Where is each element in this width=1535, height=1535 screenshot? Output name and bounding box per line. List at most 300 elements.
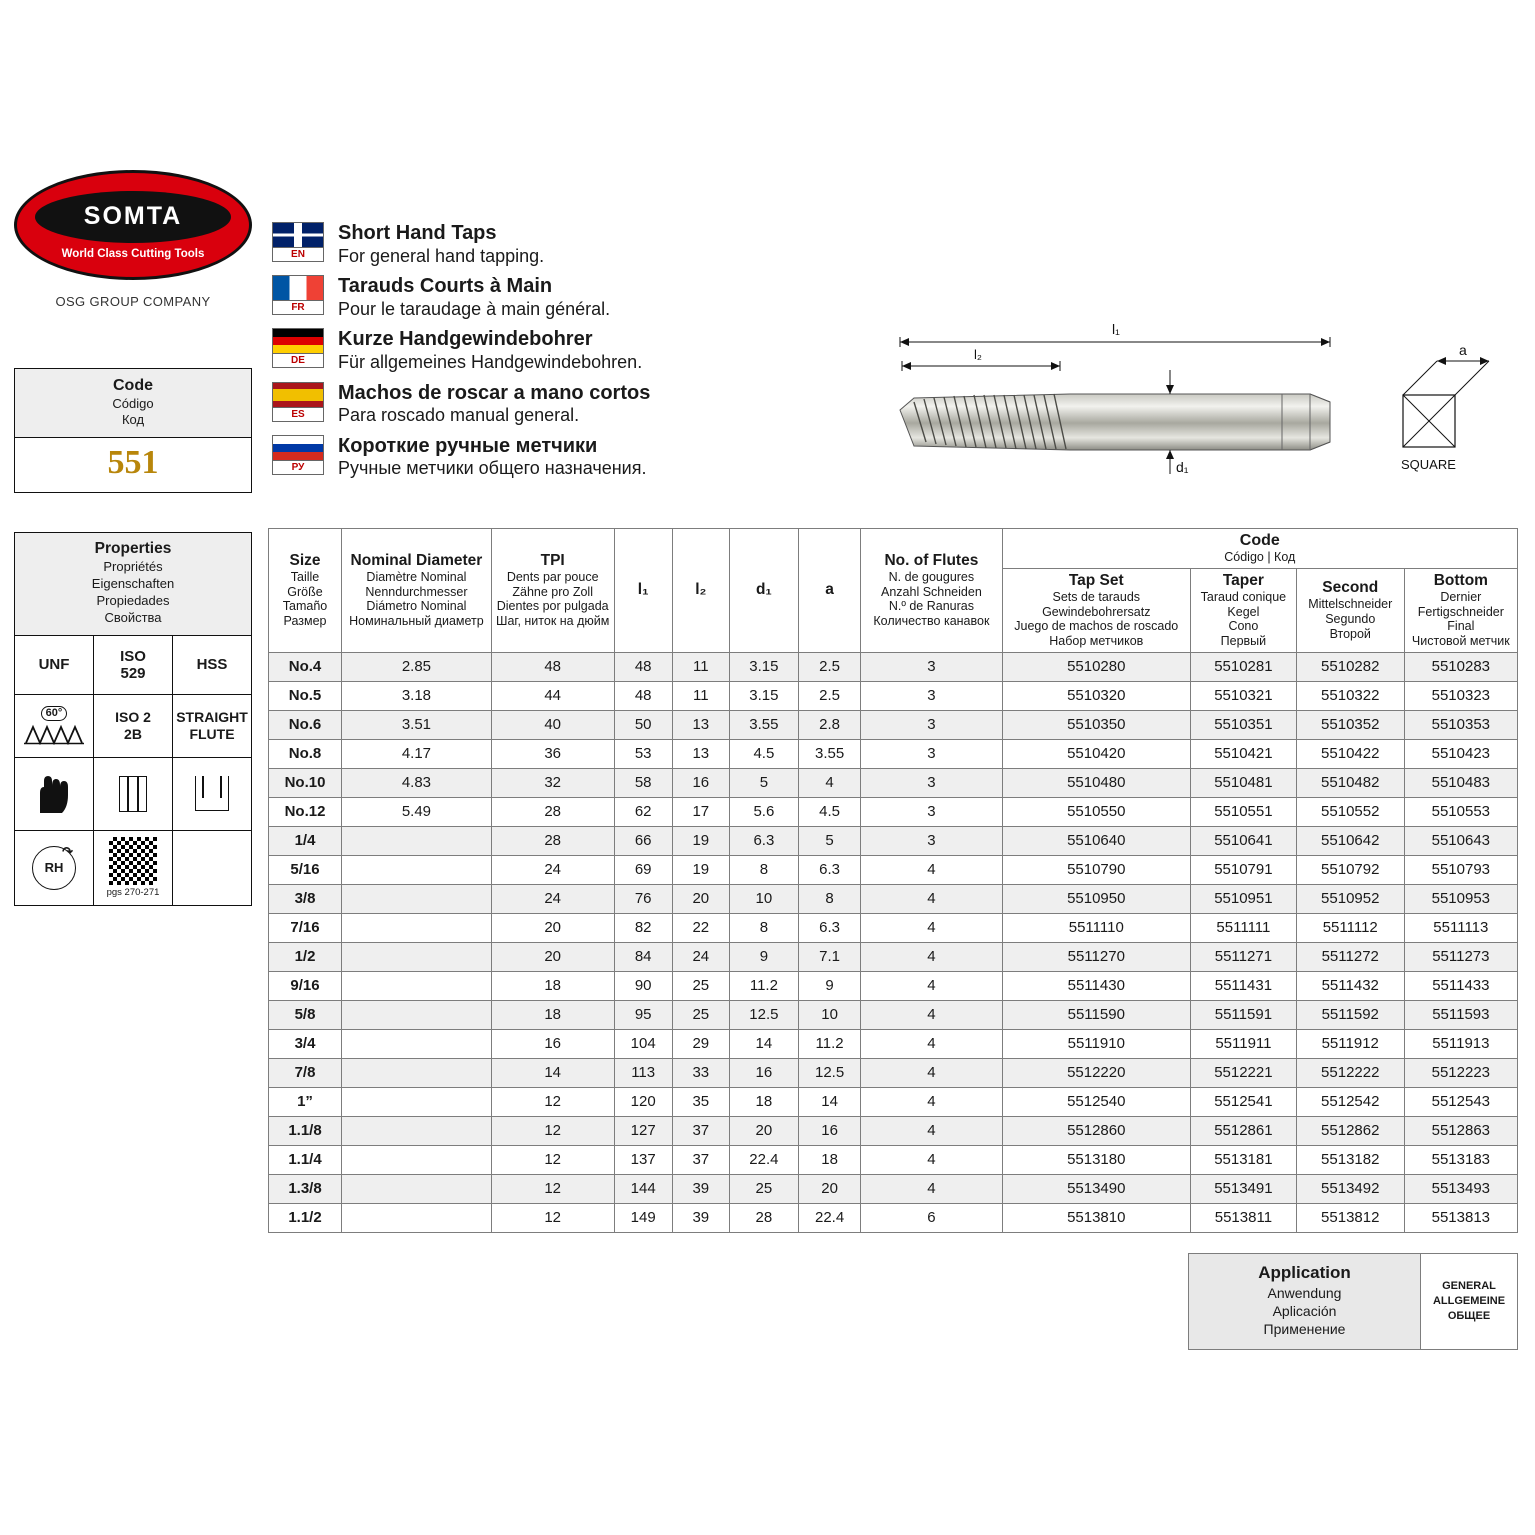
table-cell: 5 xyxy=(798,826,860,855)
table-cell: 16 xyxy=(729,1058,798,1087)
table-cell: 5511593 xyxy=(1404,1000,1517,1029)
title-body-de: Für allgemeines Handgewindebohren. xyxy=(338,351,643,372)
table-cell: 50 xyxy=(614,710,672,739)
property-tolerance xyxy=(94,695,173,757)
cell-size: 1/2 xyxy=(269,942,342,971)
table-cell: 10 xyxy=(729,884,798,913)
code-label-es: Código xyxy=(112,396,154,411)
dim-l1-label: l₁ xyxy=(1112,321,1120,337)
table-cell: 104 xyxy=(614,1029,672,1058)
table-cell xyxy=(342,971,492,1000)
table-cell: 5511431 xyxy=(1190,971,1296,1000)
table-cell: 5510642 xyxy=(1296,826,1404,855)
title-row-en xyxy=(272,222,912,267)
table-cell: 11.2 xyxy=(798,1029,860,1058)
th-l2: l₂ xyxy=(672,529,729,653)
table-cell: 5511111 xyxy=(1190,913,1296,942)
table-cell: 5511913 xyxy=(1404,1029,1517,1058)
table-cell: 11 xyxy=(672,681,729,710)
table-cell: 13 xyxy=(672,739,729,768)
table-row xyxy=(269,1174,1518,1203)
th-bottom-sub: Dernier Fertigschneider Final Чистовой метчик xyxy=(1411,589,1510,648)
table-cell: 36 xyxy=(491,739,614,768)
table-cell: 3 xyxy=(861,710,1002,739)
th-code-group-main: Code xyxy=(1239,532,1280,549)
th-bottom-main: Bottom xyxy=(1433,571,1488,589)
properties-row-standards xyxy=(15,636,251,695)
table-cell: 5511273 xyxy=(1404,942,1517,971)
thread-profile-icon xyxy=(24,723,84,745)
table-cell: 4 xyxy=(861,1029,1002,1058)
table-cell: 5511912 xyxy=(1296,1029,1404,1058)
table-cell: 5510951 xyxy=(1190,884,1296,913)
table-cell: 82 xyxy=(614,913,672,942)
table-cell: 4 xyxy=(861,1145,1002,1174)
table-cell: 144 xyxy=(614,1174,672,1203)
title-text-de xyxy=(338,328,642,373)
table-cell: 25 xyxy=(672,1000,729,1029)
flag-ru-wrap xyxy=(272,435,324,475)
table-cell xyxy=(342,942,492,971)
table-head xyxy=(269,529,1518,653)
table-cell: 69 xyxy=(614,855,672,884)
table-cell: 24 xyxy=(491,855,614,884)
table-row xyxy=(269,913,1518,942)
table-cell: 3.18 xyxy=(342,681,492,710)
table-cell xyxy=(342,1000,492,1029)
dim-a-label: a xyxy=(1459,342,1467,358)
table-cell: 19 xyxy=(672,826,729,855)
property-hss: HSS xyxy=(196,656,228,674)
flag-es-label: ES xyxy=(272,408,324,422)
logo-name: SOMTA xyxy=(83,202,183,230)
th-tpi xyxy=(491,529,614,653)
table-cell: 18 xyxy=(491,971,614,1000)
table-cell: 5513181 xyxy=(1190,1145,1296,1174)
title-heading-es: Machos de roscar a mano cortos xyxy=(338,381,651,404)
table-cell: 13 xyxy=(672,710,729,739)
table-cell: 8 xyxy=(729,855,798,884)
thread-angle-label: 60° xyxy=(41,706,68,721)
properties-title-ru: Свойства xyxy=(104,609,162,625)
table-cell: 5511113 xyxy=(1404,913,1517,942)
flag-es-wrap xyxy=(272,382,324,422)
table-cell: 5511590 xyxy=(1002,1000,1190,1029)
square-label: SQUARE xyxy=(1401,457,1456,472)
logo-tagline: World Class Cutting Tools xyxy=(61,247,205,260)
title-heading-ru: Короткие ручные метчики xyxy=(338,434,598,457)
th-code-group xyxy=(1002,529,1517,569)
cell-size: 1.1/2 xyxy=(269,1203,342,1232)
table-cell xyxy=(342,1029,492,1058)
table-cell: 39 xyxy=(672,1174,729,1203)
table-cell: 5513492 xyxy=(1296,1174,1404,1203)
table-cell: 5510283 xyxy=(1404,652,1517,681)
title-heading-de: Kurze Handgewindebohrer xyxy=(338,328,593,351)
table-cell: 5510551 xyxy=(1190,797,1296,826)
table-cell xyxy=(342,913,492,942)
table-cell: 5513812 xyxy=(1296,1203,1404,1232)
table-cell: 12 xyxy=(491,1174,614,1203)
th-nominal-sub: Diamètre Nominal Nenndurchmesser Diámetro Nominal Номинальный диаметр xyxy=(349,569,484,629)
table-cell: 12 xyxy=(491,1203,614,1232)
th-flutes-sub: N. de gougures Anzahl Schneiden N.º de Ranuras Количество канавок xyxy=(873,569,990,629)
properties-box xyxy=(14,532,252,906)
table-cell: 137 xyxy=(614,1145,672,1174)
table-cell: 5513811 xyxy=(1190,1203,1296,1232)
table-cell: 4 xyxy=(798,768,860,797)
table-cell: 12.5 xyxy=(729,1000,798,1029)
table-cell: 6.3 xyxy=(798,913,860,942)
table-row xyxy=(269,739,1518,768)
property-unf: UNF xyxy=(15,636,94,694)
table-cell: 3.55 xyxy=(729,710,798,739)
table-cell: 53 xyxy=(614,739,672,768)
application-box xyxy=(1188,1253,1518,1350)
table-cell: 5511432 xyxy=(1296,971,1404,1000)
table-cell: 4 xyxy=(861,1174,1002,1203)
table-cell: 4 xyxy=(861,942,1002,971)
blind-hole-icon xyxy=(173,758,251,830)
table-cell: 5510423 xyxy=(1404,739,1517,768)
table-cell: 5510322 xyxy=(1296,681,1404,710)
application-title-ru: Применение xyxy=(1263,1321,1346,1338)
table-cell: 58 xyxy=(614,768,672,797)
table-cell: 5510550 xyxy=(1002,797,1190,826)
table-cell: 5510481 xyxy=(1190,768,1296,797)
title-text-fr xyxy=(338,275,610,320)
title-text-en xyxy=(338,222,544,267)
application-value-ru: ОБЩЕЕ xyxy=(1447,1309,1491,1322)
table-cell: 9 xyxy=(729,942,798,971)
table-cell: 22.4 xyxy=(729,1145,798,1174)
table-cell: 4.83 xyxy=(342,768,492,797)
cell-size: No.10 xyxy=(269,768,342,797)
table-head-row-1 xyxy=(269,529,1518,569)
table-row xyxy=(269,1029,1518,1058)
table-cell: 18 xyxy=(798,1145,860,1174)
table-row xyxy=(269,681,1518,710)
cell-size: No.6 xyxy=(269,710,342,739)
properties-title-en: Properties xyxy=(94,540,172,557)
title-body-en: For general hand tapping. xyxy=(338,245,545,266)
table-cell: 5510281 xyxy=(1190,652,1296,681)
table-cell: 66 xyxy=(614,826,672,855)
table-cell: 5510421 xyxy=(1190,739,1296,768)
flag-es-icon xyxy=(272,382,324,408)
through-hole-glyph xyxy=(119,776,147,812)
table-cell: 5510482 xyxy=(1296,768,1404,797)
table-cell: 5511112 xyxy=(1296,913,1404,942)
table-cell: 5510793 xyxy=(1404,855,1517,884)
table-cell: 24 xyxy=(491,884,614,913)
table-cell: 5513813 xyxy=(1404,1203,1517,1232)
flag-ru-label: РУ xyxy=(272,461,324,475)
th-taper xyxy=(1190,568,1296,652)
table-row xyxy=(269,942,1518,971)
table-cell: 5510552 xyxy=(1296,797,1404,826)
application-value xyxy=(1421,1254,1517,1349)
th-size-main: Size xyxy=(289,551,321,569)
table-cell: 90 xyxy=(614,971,672,1000)
application-title-en: Application xyxy=(1258,1263,1351,1282)
table-cell: 6 xyxy=(861,1203,1002,1232)
title-heading-en: Short Hand Taps xyxy=(338,222,497,244)
table-cell: 48 xyxy=(614,681,672,710)
table-cell: 5510353 xyxy=(1404,710,1517,739)
title-body-fr: Pour le taraudage à main général. xyxy=(338,298,611,319)
product-titles xyxy=(272,222,912,488)
table-row xyxy=(269,1145,1518,1174)
table-cell: 5512862 xyxy=(1296,1116,1404,1145)
th-a: a xyxy=(798,529,860,653)
table-cell: 24 xyxy=(672,942,729,971)
table-cell: 5510792 xyxy=(1296,855,1404,884)
table-cell: 5511910 xyxy=(1002,1029,1190,1058)
table-cell: 14 xyxy=(798,1087,860,1116)
table-cell: 16 xyxy=(798,1116,860,1145)
application-value-en: GENERAL xyxy=(1442,1280,1496,1293)
code-box xyxy=(14,368,252,493)
th-flutes-main: No. of Flutes xyxy=(884,551,979,569)
table-cell xyxy=(342,1058,492,1087)
flag-fr-icon xyxy=(272,275,324,301)
table-cell: 25 xyxy=(672,971,729,1000)
th-taper-main: Taper xyxy=(1222,571,1264,589)
table-cell: 39 xyxy=(672,1203,729,1232)
table-cell: 4.5 xyxy=(729,739,798,768)
table-cell: 3.55 xyxy=(798,739,860,768)
flag-de-wrap xyxy=(272,328,324,368)
th-second xyxy=(1296,568,1404,652)
table-cell: 5510950 xyxy=(1002,884,1190,913)
specification-table xyxy=(268,528,1518,1233)
table-row xyxy=(269,971,1518,1000)
property-iso2-line2: 2B xyxy=(124,725,142,742)
title-text-es xyxy=(338,382,650,427)
th-nominal-main: Nominal Diameter xyxy=(350,551,483,569)
table-cell: 3 xyxy=(861,768,1002,797)
cell-size: 1.3/8 xyxy=(269,1174,342,1203)
table-cell xyxy=(342,1116,492,1145)
table-cell: 9 xyxy=(798,971,860,1000)
qr-code-cell[interactable] xyxy=(94,831,173,905)
table-cell: 5510422 xyxy=(1296,739,1404,768)
table-cell: 5512863 xyxy=(1404,1116,1517,1145)
flag-en-icon xyxy=(272,222,324,248)
table-cell: 5512542 xyxy=(1296,1087,1404,1116)
table-cell: 5510953 xyxy=(1404,884,1517,913)
table-cell: 5511433 xyxy=(1404,971,1517,1000)
table-cell: 5513810 xyxy=(1002,1203,1190,1232)
table-cell xyxy=(342,884,492,913)
table-cell: 5512222 xyxy=(1296,1058,1404,1087)
table-cell: 5512861 xyxy=(1190,1116,1296,1145)
th-second-sub: Mittelschneider Segundo Второй xyxy=(1308,597,1393,641)
table-cell: 6.3 xyxy=(729,826,798,855)
table-cell: 5510553 xyxy=(1404,797,1517,826)
application-value-de: ALLGEMEINE xyxy=(1432,1294,1506,1307)
table-cell: 12.5 xyxy=(798,1058,860,1087)
cell-size: 3/4 xyxy=(269,1029,342,1058)
table-cell: 5512541 xyxy=(1190,1087,1296,1116)
thread-angle-icon xyxy=(15,695,94,757)
properties-title-fr: Propriétés xyxy=(103,559,163,575)
table-cell: 48 xyxy=(614,652,672,681)
table-cell: 35 xyxy=(672,1087,729,1116)
title-row-es xyxy=(272,382,912,427)
table-cell: 5.49 xyxy=(342,797,492,826)
table-cell: 12 xyxy=(491,1145,614,1174)
empty-cell xyxy=(173,831,251,905)
properties-title-es: Propiedades xyxy=(96,592,170,608)
table-cell: 7.1 xyxy=(798,942,860,971)
th-tpi-sub: Dents par pouce Zähne pro Zoll Dientes por pulgada Шаг, ниток на дюйм xyxy=(496,569,610,629)
table-cell: 44 xyxy=(491,681,614,710)
table-cell: 5510483 xyxy=(1404,768,1517,797)
flag-de-label: DE xyxy=(272,354,324,368)
table-cell: 149 xyxy=(614,1203,672,1232)
table-cell: 5511270 xyxy=(1002,942,1190,971)
right-hand-icon xyxy=(15,831,94,905)
table-cell: 5510321 xyxy=(1190,681,1296,710)
table-cell: 4 xyxy=(861,1058,1002,1087)
table-cell: 12 xyxy=(491,1116,614,1145)
table-cell: 5510282 xyxy=(1296,652,1404,681)
table-cell: 40 xyxy=(491,710,614,739)
property-iso2-line1: ISO 2 xyxy=(115,708,151,725)
table-cell: 19 xyxy=(672,855,729,884)
table-cell: 16 xyxy=(672,768,729,797)
table-cell: 5511591 xyxy=(1190,1000,1296,1029)
table-cell: 3 xyxy=(861,652,1002,681)
table-cell xyxy=(342,1174,492,1203)
qr-code-icon[interactable] xyxy=(109,837,157,885)
table-row xyxy=(269,855,1518,884)
th-code-group-sub: Código | Код xyxy=(1224,550,1296,564)
title-row-fr xyxy=(272,275,912,320)
table-cell: 4 xyxy=(861,1000,1002,1029)
table-cell: 95 xyxy=(614,1000,672,1029)
cell-size: 7/16 xyxy=(269,913,342,942)
table-cell: 12 xyxy=(491,1087,614,1116)
code-label-ru: Код xyxy=(121,412,145,428)
table-cell: 5513491 xyxy=(1190,1174,1296,1203)
table-cell: 84 xyxy=(614,942,672,971)
table-cell: 76 xyxy=(614,884,672,913)
hand-icon xyxy=(32,773,76,815)
table-cell: 5513493 xyxy=(1404,1174,1517,1203)
table-cell: 2.8 xyxy=(798,710,860,739)
table-cell: 5510323 xyxy=(1404,681,1517,710)
table-cell: 20 xyxy=(672,884,729,913)
table-cell: 5510352 xyxy=(1296,710,1404,739)
th-flutes xyxy=(861,529,1002,653)
rotation-arrow-icon: ↷ xyxy=(62,843,73,859)
rh-circle xyxy=(32,843,76,890)
table-body xyxy=(269,652,1518,1232)
logo-oval xyxy=(14,170,252,280)
table-cell: 14 xyxy=(729,1029,798,1058)
table-cell: 18 xyxy=(729,1087,798,1116)
table-row xyxy=(269,884,1518,913)
table-cell: 5513182 xyxy=(1296,1145,1404,1174)
table-cell: 2.5 xyxy=(798,681,860,710)
table-cell: 29 xyxy=(672,1029,729,1058)
property-flute-line1: STRAIGHT xyxy=(176,708,248,725)
through-hole-icon xyxy=(94,758,173,830)
table-cell: 20 xyxy=(798,1174,860,1203)
table-cell: 5511592 xyxy=(1296,1000,1404,1029)
th-taper-sub: Taraud conique Kegel Cono Первый xyxy=(1200,589,1287,648)
property-iso529 xyxy=(94,636,173,694)
th-second-main: Second xyxy=(1322,579,1379,597)
th-bottom xyxy=(1404,568,1517,652)
table-cell: 11.2 xyxy=(729,971,798,1000)
title-row-ru xyxy=(272,435,912,480)
properties-row-usage xyxy=(15,758,251,831)
title-row-de xyxy=(272,328,912,373)
table-cell: 3.15 xyxy=(729,652,798,681)
table-cell: 6.3 xyxy=(798,855,860,884)
table-cell: 22 xyxy=(672,913,729,942)
table-cell: 5512223 xyxy=(1404,1058,1517,1087)
properties-row-rotation xyxy=(15,831,251,905)
table-row xyxy=(269,797,1518,826)
th-l1: l₁ xyxy=(614,529,672,653)
table-cell: 5510420 xyxy=(1002,739,1190,768)
logo-group-company: OSG GROUP COMPANY xyxy=(55,294,211,309)
table-cell: 22.4 xyxy=(798,1203,860,1232)
table-cell: 4 xyxy=(861,971,1002,1000)
properties-title-de: Eigenschaften xyxy=(91,576,175,592)
hand-tapping-icon xyxy=(15,758,94,830)
table-cell: 5512221 xyxy=(1190,1058,1296,1087)
application-title-es: Aplicación xyxy=(1272,1303,1337,1320)
table-cell: 28 xyxy=(491,797,614,826)
properties-row-thread xyxy=(15,695,251,758)
table-cell: 32 xyxy=(491,768,614,797)
cell-size: 7/8 xyxy=(269,1058,342,1087)
table-cell: 5.6 xyxy=(729,797,798,826)
table-row xyxy=(269,1000,1518,1029)
table-cell: 5510641 xyxy=(1190,826,1296,855)
th-tapset-sub: Sets de tarauds Gewindebohrersatz Juego de machos de roscado Набор метчиков xyxy=(1014,589,1179,648)
cell-size: No.4 xyxy=(269,652,342,681)
table-cell: 3 xyxy=(861,826,1002,855)
table-cell: 3 xyxy=(861,739,1002,768)
table-cell xyxy=(342,1087,492,1116)
flag-de-icon xyxy=(272,328,324,354)
table-cell: 5513180 xyxy=(1002,1145,1190,1174)
table-cell: 5511430 xyxy=(1002,971,1190,1000)
table-cell xyxy=(342,1145,492,1174)
cell-size: 5/16 xyxy=(269,855,342,884)
table-cell: 4 xyxy=(861,913,1002,942)
property-iso529-line2: 529 xyxy=(120,664,146,682)
dim-l2-label: l₂ xyxy=(974,347,982,362)
table-cell: 5510791 xyxy=(1190,855,1296,884)
cell-size: No.12 xyxy=(269,797,342,826)
table-cell: 5513490 xyxy=(1002,1174,1190,1203)
code-box-header xyxy=(15,369,251,438)
table-cell: 4 xyxy=(861,1116,1002,1145)
th-tapset-main: Tap Set xyxy=(1068,571,1124,589)
table-cell: 4.17 xyxy=(342,739,492,768)
cell-size: 1.1/4 xyxy=(269,1145,342,1174)
flag-en-wrap xyxy=(272,222,324,262)
th-size xyxy=(269,529,342,653)
